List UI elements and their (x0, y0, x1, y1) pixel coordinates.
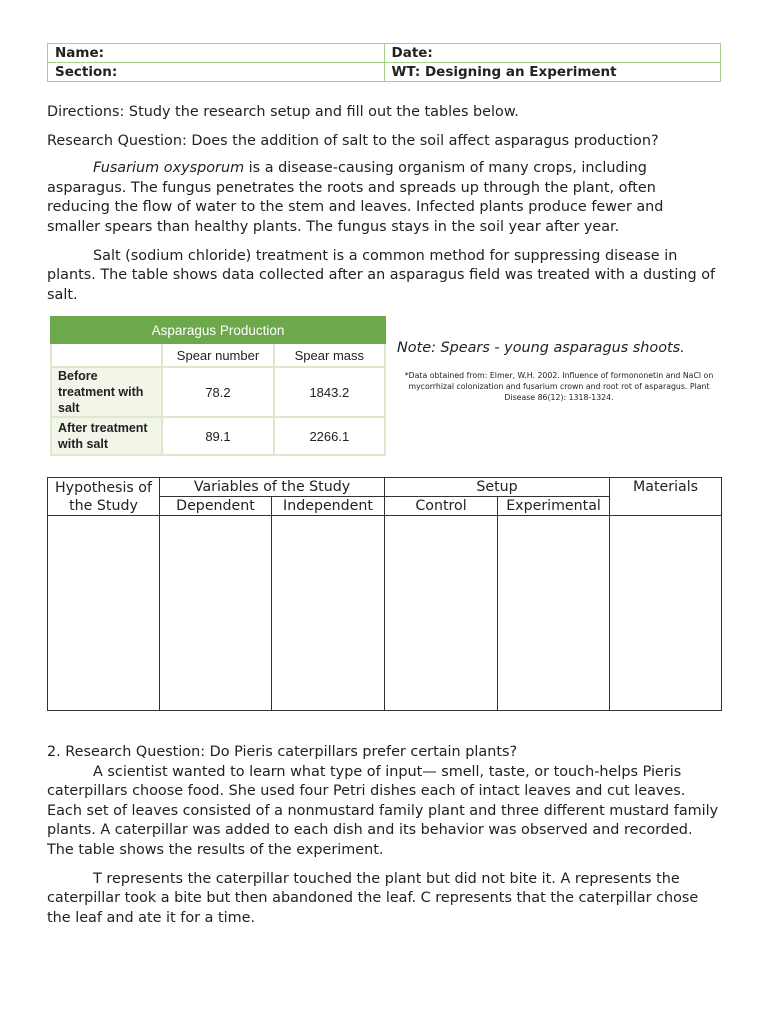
independent-answer-cell[interactable] (272, 516, 385, 711)
paragraph-scientist: A scientist wanted to learn what type of input— smell, taste, or touch-helps Pieris caterpillars choose food. She used four Petri dishes each of intact leaves and cut leaves. Each set of leaves consisted of a nonmustard family plant and three different mustard family plants. A caterpillar was added to each dish and its behavior was observed and recorded. The table shows the results of the experiment. (47, 763, 719, 858)
control-answer-cell[interactable] (385, 516, 498, 711)
after-spear-mass: 2266.1 (274, 417, 385, 455)
note-spears: Note: Spears - young asparagus shoots. (397, 340, 685, 356)
name-label: Name: (48, 44, 385, 63)
col-spear-mass: Spear mass (274, 343, 385, 367)
paragraph-legend: T represents the caterpillar touched the plant but did not bite it. A represents the caterpillar took a bite but then abandoned the leaf. C represents that the caterpillar chose the leaf and ate it for a time. (47, 870, 699, 926)
experimental-header: Experimental (498, 497, 610, 516)
hypothesis-answer-cell[interactable] (48, 516, 160, 711)
paragraph-fusarium (47, 159, 721, 237)
dependent-header: Dependent (160, 497, 272, 516)
worksheet-page (47, 43, 721, 926)
control-header: Control (385, 497, 498, 516)
corner-cell (51, 343, 162, 367)
row-label-after: After treatment with salt (51, 417, 162, 455)
independent-header: Independent (272, 497, 385, 516)
asparagus-table-title: Asparagus Production (51, 317, 385, 343)
question-2-section (47, 743, 721, 928)
species-name: Fusarium oxysporum (93, 160, 245, 177)
asparagus-production-figure (50, 316, 386, 456)
experimental-answer-cell[interactable] (498, 516, 610, 711)
directions: Directions: Study the research setup and fill out the tables below. (47, 104, 519, 120)
after-spear-number: 89.1 (162, 417, 273, 455)
study-design-table (47, 477, 722, 711)
row-label-before: Before treatment with salt (51, 367, 162, 417)
header-table (47, 43, 721, 82)
before-spear-mass: 1843.2 (274, 367, 385, 417)
hypothesis-header: Hypothesis of the Study (48, 478, 160, 516)
paragraph-salt: Salt (sodium chloride) treatment is a common method for suppressing disease in plants. The table shows data collected after an asparagus field was treated with a dusting of salt. (47, 247, 716, 303)
col-spear-number: Spear number (162, 343, 273, 367)
date-label: Date: (384, 44, 721, 63)
asparagus-production-table (50, 316, 386, 456)
data-citation: *Data obtained from: Elmer, W.H. 2002. Influence of formononetin and NaCl on mycorrhizal colonization and fusarium crown and root rot of asparagus. Plant Disease 86(12): 1318-1324. (404, 371, 714, 402)
variables-header: Variables of the Study (160, 478, 385, 497)
research-question-1: Research Question: Does the addition of salt to the soil affect asparagus production? (47, 132, 659, 149)
dependent-answer-cell[interactable] (160, 516, 272, 711)
research-question-2: 2. Research Question: Do Pieris caterpillars prefer certain plants? (47, 744, 518, 760)
worksheet-title: WT: Designing an Experiment (384, 63, 721, 82)
materials-answer-cell[interactable] (610, 516, 722, 711)
paragraph-fusarium-text: is a disease-causing organism of many crops, including asparagus. The fungus penetrates the roots and spreads up through the plant, often reducing the flow of water to the stem and leaves. Infected plants produce fewer and smaller spears than healthy plants. The fungus stays in the soil year after year. (47, 160, 664, 235)
materials-header: Materials (610, 478, 722, 516)
section-label: Section: (48, 63, 385, 82)
setup-header: Setup (385, 478, 610, 497)
before-spear-number: 78.2 (162, 367, 273, 417)
